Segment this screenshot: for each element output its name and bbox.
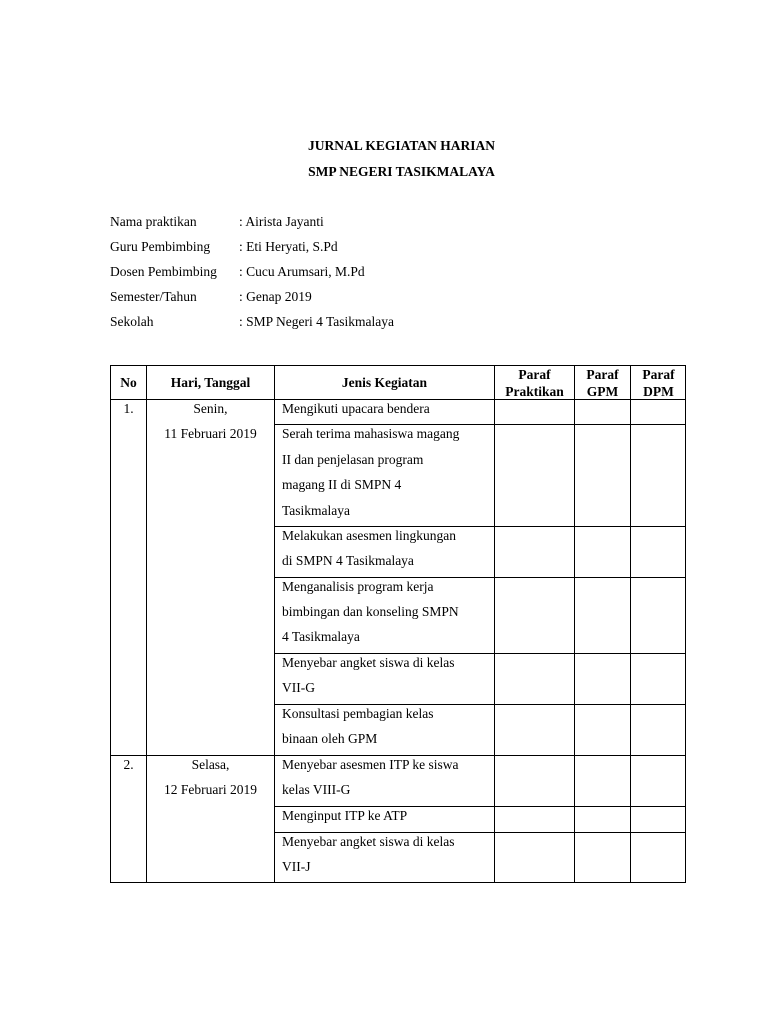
row-date: 11 Februari 2019 [164, 426, 257, 441]
header-no [111, 374, 146, 391]
col-divider [630, 366, 631, 882]
header-date [147, 374, 274, 391]
row-day: Senin, [193, 401, 228, 416]
col-divider [494, 366, 495, 882]
header-paraf-praktikan-line1: Paraf [518, 367, 551, 382]
row-day: Selasa, [191, 757, 230, 772]
header-activity [275, 374, 494, 391]
header-date-label: Hari, Tanggal [170, 375, 251, 390]
col-divider [274, 366, 275, 882]
info-value: : SMP Negeri 4 Tasikmalaya [239, 314, 395, 329]
info-label: Nama praktikan [110, 214, 197, 229]
info-label: Semester/Tahun [110, 289, 197, 304]
activity-line: Menganalisis program kerja [282, 579, 434, 594]
info-value: : Cucu Arumsari, M.Pd [239, 264, 365, 279]
header-no-label: No [120, 375, 137, 390]
header-paraf-dpm-line1: Paraf [642, 367, 675, 382]
activity-line: magang II di SMPN 4 [282, 477, 402, 492]
activity-line: Tasikmalaya [282, 503, 351, 518]
info-value: : Genap 2019 [239, 289, 312, 304]
header-paraf-dpm-line2: DPM [643, 384, 674, 399]
activity-line: II dan penjelasan program [282, 452, 424, 467]
activity-line: Mengikuti upacara bendera [282, 401, 430, 416]
activity-line: Melakukan asesmen lingkungan [282, 528, 456, 543]
info-value: : Airista Jayanti [239, 214, 324, 229]
row-date: 12 Februari 2019 [164, 782, 257, 797]
activity-line: Menyebar angket siswa di kelas [282, 655, 455, 670]
header-paraf-gpm-line1: Paraf [586, 367, 619, 382]
row-number: 1. [123, 401, 134, 416]
activity-line: VII-G [282, 680, 315, 695]
header-paraf-praktikan [495, 366, 574, 400]
col-divider [574, 366, 575, 882]
activity-line: Serah terima mahasiswa magang [282, 426, 460, 441]
activity-line: 4 Tasikmalaya [282, 629, 360, 644]
header-paraf-dpm [631, 366, 686, 400]
header-activity-label: Jenis Kegiatan [341, 375, 428, 390]
activity-line: binaan oleh GPM [282, 731, 378, 746]
activity-line: Menyebar angket siswa di kelas [282, 834, 455, 849]
document-title: JURNAL KEGIATAN HARIAN [307, 138, 496, 153]
activity-line: Konsultasi pembagian kelas [282, 706, 434, 721]
header-paraf-gpm [575, 366, 630, 400]
activity-line: di SMPN 4 Tasikmalaya [282, 553, 414, 568]
info-label: Guru Pembimbing [110, 239, 211, 254]
activity-line: bimbingan dan konseling SMPN [282, 604, 459, 619]
info-label: Dosen Pembimbing [110, 264, 217, 279]
activity-line: VII-J [282, 859, 311, 874]
activity-line: Menginput ITP ke ATP [282, 808, 408, 823]
header-paraf-gpm-line2: GPM [586, 384, 619, 399]
activity-line: Menyebar asesmen ITP ke siswa [282, 757, 459, 772]
activity-journal-table [110, 365, 686, 883]
activity-line: kelas VIII-G [282, 782, 351, 797]
school-title: SMP NEGERI TASIKMALAYA [308, 164, 495, 179]
header-paraf-praktikan-line2: Praktikan [505, 384, 564, 399]
info-label: Sekolah [110, 314, 154, 329]
row-number: 2. [123, 757, 134, 772]
info-value: : Eti Heryati, S.Pd [239, 239, 338, 254]
